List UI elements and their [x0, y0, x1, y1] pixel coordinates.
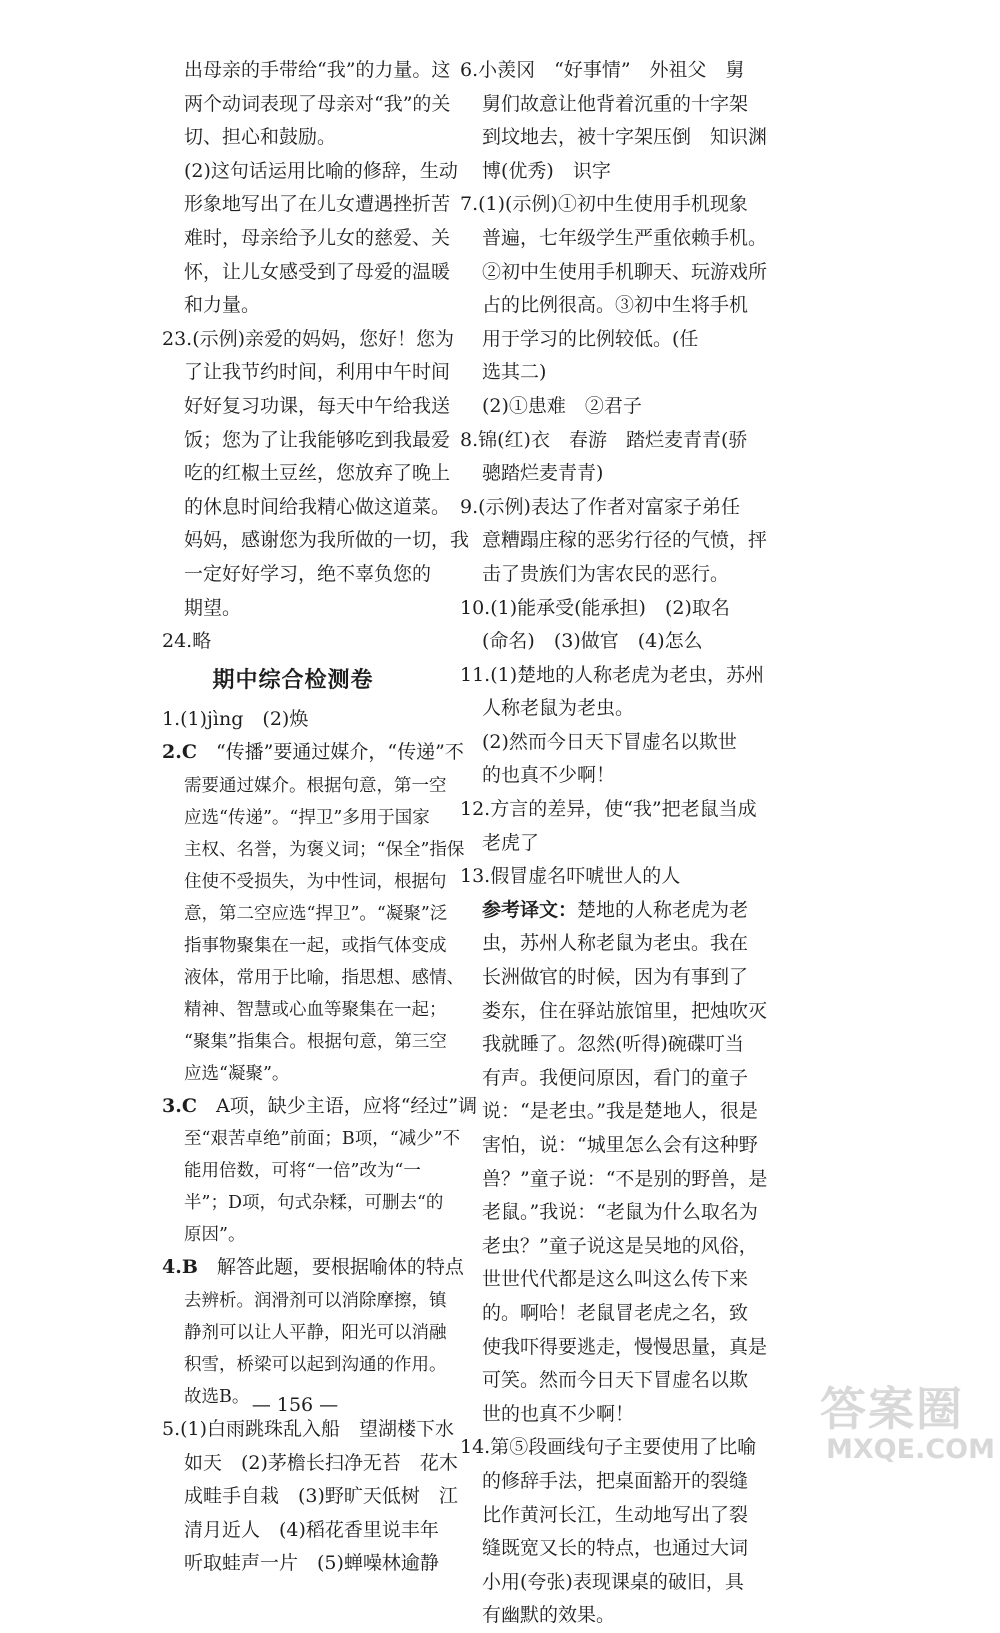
text-line: 10.(1)能承受(能承担) (2)取名: [460, 596, 730, 619]
text-line: 应选“凝聚”。: [184, 1063, 290, 1084]
text-line: 清月近人 (4)稻花香里说丰年: [184, 1518, 439, 1541]
text-line: 9.(示例)表达了作者对富家子弟任: [460, 495, 740, 518]
text-line: 有声。我便问原因，看门的童子: [482, 1066, 749, 1089]
text-line: 的休息时间给我精心做这道菜。: [184, 495, 451, 518]
answer-text: 楚地的人称老虎为老: [577, 898, 749, 921]
text-line: 积雪，桥梁可以起到沟通的作用。: [184, 1355, 447, 1376]
text-line: 虫，苏州人称老鼠为老虫。我在: [482, 932, 749, 955]
text-line: 怀，让儿女感受到了母爱的温暖: [184, 260, 451, 283]
text-line: 缝既宽又长的特点，也通过大词: [482, 1537, 749, 1560]
answer-key: 2.C: [162, 741, 197, 764]
text-line: 老虫？”童子说这是吴地的风俗，: [482, 1234, 758, 1257]
text-line: 7.(1)(示例)①初中生使用手机现象: [460, 193, 748, 216]
text-line: 说：“是老虫。”我是楚地人，很是: [482, 1100, 758, 1123]
text-line: 和力量。: [184, 294, 261, 317]
text-line: 静剂可以让人平静，阳光可以消融: [184, 1323, 447, 1344]
text-line: 的也真不少啊！: [482, 764, 616, 787]
text-line: 难时，母亲给予儿女的慈爱、关: [184, 226, 451, 249]
text-line: 意，第二空应选“捍卫”。“凝聚”泛: [184, 903, 448, 924]
text-line: 14.第⑤段画线句子主要使用了比喻: [460, 1436, 757, 1459]
text-line: 占的比例很高。③初中生将手机: [482, 294, 749, 317]
text-line: 到坟地去，被十字架压倒 知识渊: [482, 126, 768, 149]
text-line: 舅们故意让他背着沉重的十字架: [482, 92, 749, 115]
text-line: 6.小羡冈 “好事情” 外祖父 舅: [460, 59, 745, 81]
text-line: 11.(1)楚地的人称老虎为老虫，苏州: [460, 663, 765, 686]
text-line: 一定好好学习，绝不辜负您的: [184, 562, 432, 585]
text-line: 成畦手自栽 (3)野旷天低树 江: [184, 1485, 458, 1508]
text-line: 主权、名誉，为褒义词；“保全”指保: [184, 839, 465, 860]
text-line: 住使不受损失，为中性词，根据句: [184, 871, 447, 892]
section-heading: 期中综合检测卷: [212, 667, 374, 693]
text-line: 可笑。然而今日天下冒虚名以欺: [482, 1369, 749, 1392]
text-line: 娄东，住在驿站旅馆里，把烛吹灭: [482, 999, 768, 1022]
watermark-url: MXQE.COM: [826, 1434, 995, 1465]
text-line: 了让我节约时间，利用中午时间: [184, 361, 451, 384]
text-line: 选其二): [482, 361, 547, 384]
text-line: 指事物聚集在一起，或指气体变成: [184, 935, 447, 956]
text-line: 液体，常用于比喻，指思想、感情、: [184, 967, 464, 988]
text-line: 5.(1)白雨跳珠乱入船 望湖楼下水: [162, 1418, 455, 1441]
text-line: 去辨析。润滑剂可以消除摩擦，镇: [184, 1291, 447, 1312]
text-line: 需要通过媒介。根据句意，第一空: [184, 775, 447, 796]
answer-key: 4.B: [162, 1256, 198, 1279]
text-line: 妈妈，感谢您为我所做的一切，我: [184, 529, 470, 552]
text-line: 23.(示例)亲爱的妈妈，您好！您为: [162, 327, 455, 350]
text-line: 博(优秀) 识字: [482, 159, 611, 182]
page-number: — 156 —: [251, 1394, 339, 1416]
text-line: [460, 894, 749, 928]
text-line: 的修辞手法，把桌面豁开的裂缝: [482, 1469, 749, 1492]
text-line: 1.(1)jìng (2)焕: [162, 707, 309, 730]
text-line: [162, 1251, 464, 1285]
text-line: 形象地写出了在儿女遭遇挫折苦: [184, 193, 451, 216]
text-line: 8.锦(红)衣 春游 踏烂麦青青(骄: [460, 428, 748, 451]
text-line: 我就睡了。忽然(听得)碗碟叮当: [482, 1033, 744, 1056]
text-line: 使我吓得要逃走，慢慢思量，真是: [482, 1335, 768, 1358]
text-line: 12.方言的差异，使“我”把老鼠当成: [460, 798, 757, 821]
text-line: 普遍，七年级学生严重依赖手机。: [482, 226, 768, 249]
text-line: 击了贵族们为害农民的恶行。: [482, 562, 730, 585]
text-line: 故选B。: [184, 1387, 250, 1408]
text-line: 害怕，说：“城里怎么会有这种野: [482, 1134, 758, 1156]
text-line: 精神、智慧或心血等聚集在一起；: [184, 999, 447, 1020]
text-line: [162, 1090, 478, 1124]
text-line: 24.略: [162, 630, 212, 653]
text-line: “聚集”指集合。根据句意，第三空: [184, 1031, 447, 1052]
answer-text: “传播”要通过媒介，“传递”不: [196, 741, 464, 764]
text-line: 13.假冒虚名吓唬世人的人: [460, 865, 681, 888]
text-line: 世的也真不少啊！: [482, 1402, 635, 1425]
left-column: [162, 54, 478, 1581]
text-line: 原因”。: [184, 1225, 246, 1246]
text-line: 世世代代都是这么叫这么传下来: [482, 1268, 749, 1291]
watermark-title: 答案圈: [820, 1382, 964, 1436]
text-line: 用于学习的比例较低。(任: [482, 327, 699, 350]
text-line: 如天 (2)茅檐长扫净无苔 花木: [184, 1451, 458, 1474]
text-line: 人称老鼠为老虫。: [482, 697, 635, 720]
answer-key: 参考译文：: [482, 898, 578, 921]
text-line: 老鼠。”我说：“老鼠为什么取名为: [482, 1201, 758, 1224]
answer-text: A项，缺少主语，应将“经过”调: [196, 1094, 478, 1117]
text-line: 期望。: [184, 596, 242, 619]
text-line: (2)这句话运用比喻的修辞，生动: [184, 159, 458, 182]
text-line: 好好复习功课，每天中午给我送: [184, 394, 451, 417]
text-line: 能用倍数，可将“一倍”改为“一: [184, 1161, 421, 1182]
text-line: 的。啊哈！老鼠冒老虎之名，致: [482, 1301, 749, 1324]
text-line: 应选“传递”。“捍卫”多用于国家: [184, 807, 430, 828]
text-line: 饭；您为了让我能够吃到我最爱: [184, 428, 451, 451]
text-line: 老虎了: [482, 831, 540, 854]
text-line: 半”；D项，句式杂糅，可删去“的: [184, 1193, 444, 1214]
text-line: 出母亲的手带给“我”的力量。这: [184, 59, 451, 81]
text-line: 长洲做官的时候，因为有事到了: [482, 966, 749, 989]
text-line: 意糟蹋庄稼的恶劣行径的气愤，抨: [482, 529, 768, 552]
watermark-logo: [818, 1383, 993, 1468]
text-line: 有幽默的效果。: [482, 1604, 616, 1627]
text-line: 听取蛙声一片 (5)蝉噪林逾静: [184, 1552, 439, 1575]
text-line: [162, 736, 464, 770]
right-column: [460, 54, 768, 1633]
answer-text: 解答此题，要根据喻体的特点: [197, 1256, 464, 1279]
text-line: 比作黄河长江，生动地写出了裂: [482, 1503, 749, 1526]
answer-key: 3.C: [162, 1094, 197, 1117]
text-line: (命名) (3)做官 (4)怎么: [482, 630, 703, 653]
text-line: (2)然而今日天下冒虚名以欺世: [482, 730, 737, 753]
text-line: 骢踏烂麦青青): [482, 462, 604, 485]
text-line: 小用(夸张)表现课桌的破旧，具: [482, 1570, 744, 1593]
text-line: 吃的红椒土豆丝，您放弃了晚上: [184, 462, 451, 485]
text-line: 切、担心和鼓励。: [184, 126, 337, 149]
text-line: 至“艰苦卓绝”前面；B项，“减少”不: [184, 1129, 461, 1150]
text-line: 两个动词表现了母亲对“我”的关: [184, 92, 451, 115]
text-line: (2)①患难 ②君子: [482, 394, 642, 417]
text-line: 兽？”童子说：“不是别的野兽，是: [482, 1167, 768, 1190]
text-line: ②初中生使用手机聊天、玩游戏所: [482, 260, 768, 283]
